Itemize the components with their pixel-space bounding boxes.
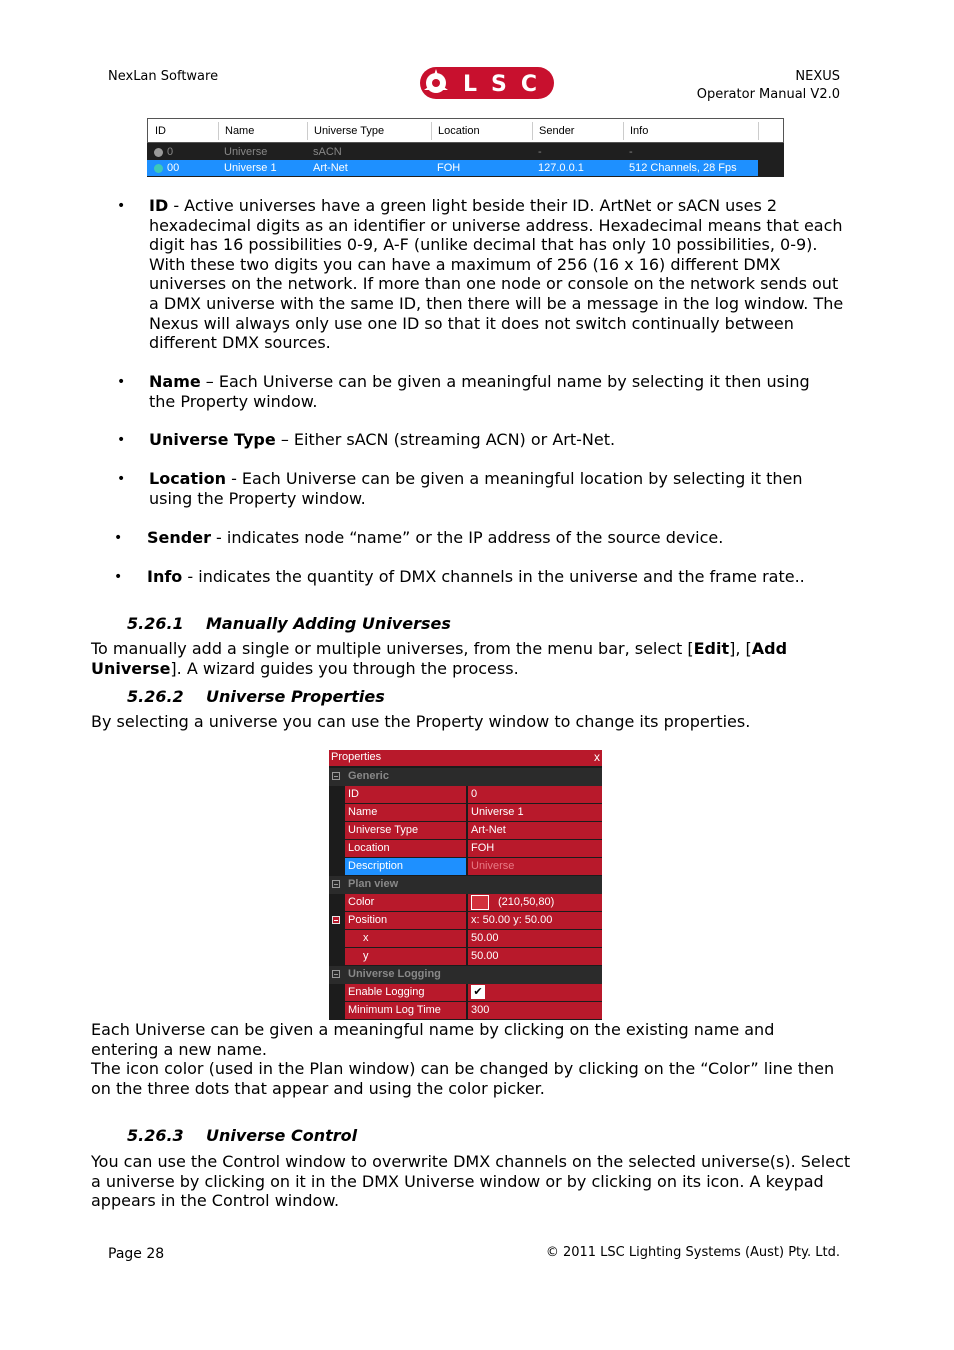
bullet-term: Universe Type xyxy=(149,430,276,449)
cell-id: 00 xyxy=(167,162,180,174)
category-universe-logging[interactable]: Universe Logging xyxy=(329,966,602,984)
section-para-control: You can use the Control window to overwrite DMX channels on the selected universe(s). Select a universe by clicking on it in the DMX Universe window or by clicking on its icon. A keypad appears in the Control window. xyxy=(91,1152,851,1211)
bullet-term: Name xyxy=(149,372,201,391)
prop-row-id[interactable] xyxy=(345,786,602,804)
cell-sender: - xyxy=(538,146,542,158)
cell-type: Art-Net xyxy=(313,162,348,174)
cell-id: 0 xyxy=(167,146,174,158)
section-heading-adding: 5.26.1 Manually Adding Universes xyxy=(127,614,451,633)
prop-key: Description xyxy=(348,860,404,872)
prop-key: x xyxy=(363,932,369,944)
cell-info: - xyxy=(629,146,633,158)
bullet-icon: • xyxy=(117,374,126,390)
bullet-text: - indicates node “name” or the IP address of the source device. xyxy=(210,528,724,547)
status-light-icon xyxy=(154,148,163,157)
prop-row-universe-type[interactable] xyxy=(345,822,602,840)
section-para-properties: By selecting a universe you can use the Property window to change its properties. xyxy=(91,712,751,731)
cell-name: Universe 1 xyxy=(224,162,277,174)
prop-key: Name xyxy=(348,806,378,818)
footer-copyright: © 2011 LSC Lighting Systems (Aust) Pty. Ltd. xyxy=(545,1245,840,1260)
para-color-picker: The icon color (used in the Plan window) can be changed by clicking on the “Color” line then on the three dots that appear and using the color picker. xyxy=(91,1059,835,1098)
bullet-term: Info xyxy=(147,567,183,586)
bullet-text: - Each Universe can be given a meaningful location by selecting it then using the Property window. xyxy=(149,469,803,508)
prop-row-color[interactable] xyxy=(345,894,602,912)
collapse-icon[interactable] xyxy=(332,970,340,978)
col-info[interactable]: Info xyxy=(630,125,649,137)
collapse-icon[interactable] xyxy=(332,772,340,780)
color-swatch[interactable] xyxy=(471,895,489,910)
bullet-sender xyxy=(147,528,837,548)
prop-value: x: 50.00 y: 50.00 xyxy=(471,914,553,926)
bullet-text: - indicates the quantity of DMX channels in the universe and the frame rate.. xyxy=(182,567,805,586)
collapse-icon[interactable] xyxy=(332,916,340,924)
footer-page: Page 28 xyxy=(108,1246,165,1262)
bullet-text: – Each Universe can be given a meaningful name by selecting it then using the Property window. xyxy=(149,372,810,411)
bullet-text: – Either sACN (streaming ACN) or Art-Net. xyxy=(275,430,616,449)
properties-titlebar xyxy=(329,750,602,766)
bullet-location xyxy=(149,469,829,508)
close-icon[interactable]: x xyxy=(594,750,600,764)
bullet-info xyxy=(147,567,847,587)
prop-value: 300 xyxy=(471,1004,490,1016)
prop-value: 50.00 xyxy=(471,932,499,944)
prop-row-min-log-time[interactable] xyxy=(345,1002,602,1020)
header-product: NEXUS xyxy=(795,69,840,84)
prop-value: 50.00 xyxy=(471,950,499,962)
header-right xyxy=(697,68,840,104)
properties-title: Properties xyxy=(331,751,382,763)
section-heading-control: 5.26.3 Universe Control xyxy=(127,1126,358,1145)
bullet-term: Sender xyxy=(147,528,211,547)
prop-key: Location xyxy=(348,842,390,854)
prop-row-y[interactable] xyxy=(345,948,602,966)
prop-row-position[interactable] xyxy=(345,912,602,930)
para-name-editing: Each Universe can be given a meaningful name by clicking on the existing name and entering a new name. xyxy=(91,1020,775,1059)
category-plan-view[interactable]: Plan view xyxy=(329,876,602,894)
bullet-name xyxy=(149,372,829,411)
prop-row-name[interactable] xyxy=(345,804,602,822)
prop-value: (210,50,80) xyxy=(498,896,555,908)
prop-value: Universe 1 xyxy=(471,806,524,818)
bullet-universe-type xyxy=(149,430,829,450)
prop-key: y xyxy=(363,950,369,962)
logo-text: LSC xyxy=(462,72,552,97)
col-id[interactable]: ID xyxy=(155,125,166,137)
bullet-icon: • xyxy=(114,530,123,546)
col-type[interactable]: Universe Type xyxy=(314,125,385,137)
bullet-term: Location xyxy=(149,469,226,488)
bullet-icon: • xyxy=(117,432,126,448)
bullet-icon: • xyxy=(117,198,126,214)
bullet-id xyxy=(149,196,849,353)
prop-key: Position xyxy=(348,914,388,926)
prop-key: Minimum Log Time xyxy=(348,1004,441,1016)
col-location[interactable]: Location xyxy=(438,125,480,137)
prop-key: Enable Logging xyxy=(348,986,425,998)
status-light-icon xyxy=(154,164,163,173)
table-row[interactable] xyxy=(147,160,758,176)
cell-type: sACN xyxy=(313,146,342,158)
bullet-icon: • xyxy=(114,569,123,585)
bullet-text: - Active universes have a green light beside their ID. ArtNet or sACN uses 2 hexadecimal digits as an identifier or universe address. Hexadecimal means that each digit has 16 possibilities 0-9, A-F (unlike decimal that has only 10 possibilities, 0-9). With these two digits you can have a maximum of 256 (16 x 16) different DMX universes on the network. If more than one node or console on the network sends out a DMX universe with the same ID, then there will be a message in the log window. The Nexus will always only use one ID so that it does not switch continually between different DMX sources. xyxy=(149,196,844,353)
bullet-term: ID xyxy=(149,196,169,215)
prop-value: 0 xyxy=(471,788,478,800)
prop-row-description[interactable] xyxy=(345,858,602,876)
prop-row-enable-logging[interactable] xyxy=(345,984,602,1002)
collapse-icon[interactable] xyxy=(332,880,340,888)
cell-sender: 127.0.0.1 xyxy=(538,162,584,174)
cell-location: FOH xyxy=(437,162,461,174)
header-left: NexLan Software xyxy=(108,69,219,84)
header-manual: Operator Manual V2.0 xyxy=(696,87,840,102)
prop-key: ID xyxy=(348,788,359,800)
category-generic[interactable]: Generic xyxy=(329,768,602,786)
prop-value: FOH xyxy=(471,842,495,854)
prop-row-location[interactable] xyxy=(345,840,602,858)
table-row[interactable] xyxy=(147,144,758,160)
bullet-icon: • xyxy=(117,471,126,487)
col-name[interactable]: Name xyxy=(225,125,255,137)
prop-value: Art-Net xyxy=(471,824,506,836)
prop-row-x[interactable] xyxy=(345,930,602,948)
universe-table-header xyxy=(147,118,784,143)
properties-panel xyxy=(329,750,602,1020)
cell-info: 512 Channels, 28 Fps xyxy=(629,162,737,174)
section-heading-properties: 5.26.2 Universe Properties xyxy=(127,687,385,706)
prop-value: Universe xyxy=(471,860,515,872)
cell-name: Universe xyxy=(224,146,268,158)
prop-key: Universe Type xyxy=(348,824,419,836)
col-sender[interactable]: Sender xyxy=(539,125,575,137)
lsc-logo xyxy=(419,66,555,100)
section-para-adding: To manually add a single or multiple universes, from the menu bar, select [Edit], [Add Universe]. A wizard guides you through the process. xyxy=(91,639,788,678)
checkmark-icon[interactable]: ✔ xyxy=(471,985,485,999)
universe-table xyxy=(147,118,784,177)
prop-key: Color xyxy=(348,896,375,908)
